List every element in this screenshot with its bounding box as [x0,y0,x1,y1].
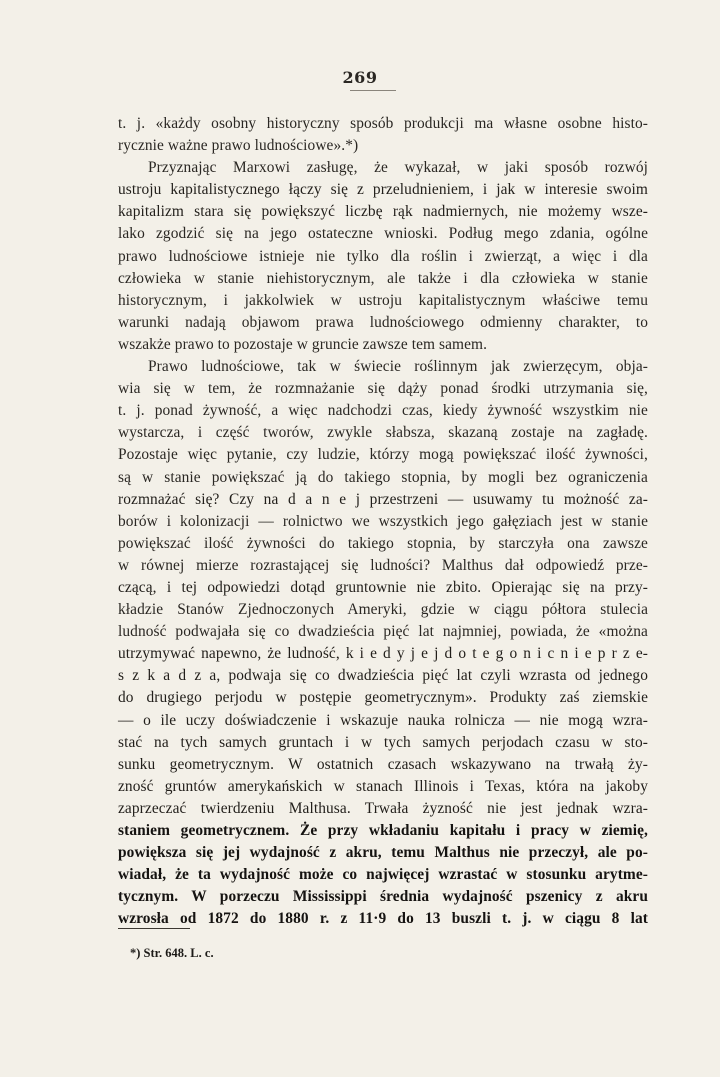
footnote-separator [118,928,190,929]
text-line: kapitalizm stara się powiększyć liczbę rąk nadmiernych, nie możemy wsze- [118,203,648,221]
text-line: warunki nadają objawom prawa ludnościowego odmienny charakter, to [118,313,648,331]
page-number: 269 [342,68,378,87]
text-line: s z k a d z a, podwaja się co dwadzieścia pięć lat czyli wzrasta od jednego [118,667,648,685]
text-line: Prawo ludnościowe, tak w świecie roślinnym jak zwierzęcym, obja- [148,358,648,376]
text-line: wiadał, że ta wydajność może co najwięcej wzrastać w stosunku arytme- [118,866,648,884]
text-line: stać na tych samych gruntach i w tych samych perjodach czasu w sto- [118,733,648,751]
text-line: wszakże prawo to pozostaje w gruncie zawsze tem samem. [118,335,488,353]
footnote: *) Str. 648. L. c. [130,946,214,960]
page-number-underline [350,90,396,91]
text-line: zaprzeczać twierdzeniu Malthusa. Trwała żyzność nie jest jednak wzra- [118,799,648,817]
text-line: tycznym. W porzeczu Mississippi średnia wydajność pszenicy z akru [118,888,648,906]
text-line: Pozostaje więc pytanie, czy ludzie, którzy mogą powiększać ilość żywności, [118,446,648,464]
text-line: borów i kolonizacji — rolnictwo we wszystkich jego gałęziach jest w stanie [118,512,648,530]
text-line: do drugiego perjodu w postępie geometrycznym». Produkty zaś ziemskie [118,689,648,707]
text-line: ludność podwajała się co dwadzieścia pięć lat najmniej, powiada, że «można [118,623,648,641]
text-line: powiększać ilość żywności do takiego stopnia, by starczyła ona zawsze [118,534,648,552]
text-line: historycznym, i jakkolwiek w ustroju kapitalistycznym właściwe temu [118,291,648,309]
text-line: człowieka w stanie niehistorycznym, ale także i dla człowieka w stanie [118,269,648,287]
text-line: Przyznając Marxowi zasługę, że wykazał, w jaki sposób rozwój [148,159,648,177]
text-line: lako zgodzić się na jego ostateczne wnioski. Podług mego zdania, ogólne [118,225,648,243]
text-line: rycznie ważne prawo ludnościowe».*) [118,137,359,155]
text-line: sunku geometrycznym. W ostatnich czasach wskazywano na trwałą ży- [118,755,648,773]
text-line: t. j. «każdy osobny historyczny sposób produkcji ma własne osobne histo- [118,115,648,132]
text-line: czącą, i tej odpowiedzi dotąd gruntownie nie zbito. Opierając się na przy- [118,578,648,596]
text-line: wystarcza, i część tworów, zwykle słabsza, skazaną zostaje na zagładę. [118,424,648,442]
text-line: zność gruntów amerykańskich w stanach Illinois i Texas, która na jakoby [118,777,648,795]
text-line: t. j. ponad żywność, a więc nadchodzi czas, kiedy żywność wszystkim nie [118,402,648,420]
text-line: — o ile uczy doświadczenie i wskazuje nauka rolnicza — nie mogą wzra- [118,711,648,729]
text-line: wzrosła od 1872 do 1880 r. z 11·9 do 13 buszli t. j. w ciągu 8 lat [118,910,648,928]
text-line: ustroju kapitalistycznego łączy się z przeludnieniem, i jak w interesie swoim [118,181,648,199]
text-line: w równej mierze rozrastającej się ludności? Malthus dał odpowiedź prze- [118,556,648,574]
text-line: powiększa się jej wydajność z akru, temu Malthus nie przeczył, ale po- [118,844,648,862]
text-line: rozmnażać się? Czy na d a n e j przestrzeni — usuwamy tu możność za- [118,490,648,508]
text-line: są w stanie powiększać ją do takiego stopnia, by mogli bez ograniczenia [118,468,648,486]
text-line: staniem geometrycznem. Że przy wkładaniu kapitału i pracy w ziemię, [118,822,648,839]
text-line: utrzymywać napewno, że ludność, k i e d y j e j d o t e g o n i c n i e p r z e- [118,645,648,663]
text-line: wia się w tem, że rozmnażanie się dąży ponad środki utrzymania się, [118,380,648,398]
body-text [118,113,648,930]
text-line: kładzie Stanów Zjednoczonych Ameryki, gdzie w ciągu półtora stulecia [118,601,648,619]
text-line: prawo ludnościowe istnieje nie tylko dla roślin i zwierząt, a więc i dla [118,247,648,265]
